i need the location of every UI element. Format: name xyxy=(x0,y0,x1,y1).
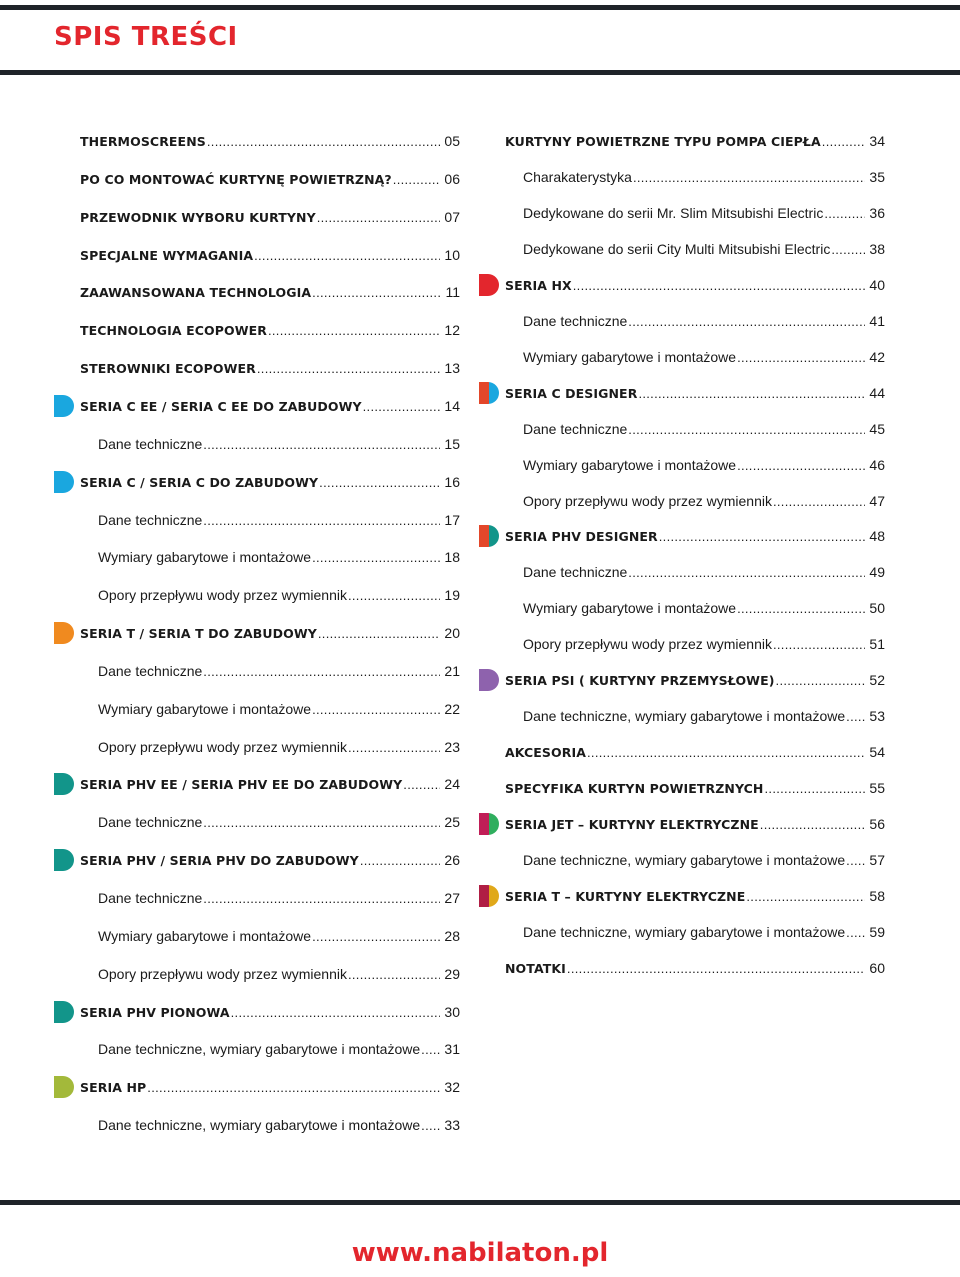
toc-page-number: 20 xyxy=(444,625,460,641)
toc-subsection-entry[interactable] xyxy=(523,705,885,727)
toc-leader-dots xyxy=(773,634,865,656)
toc-leader-dots xyxy=(633,167,865,189)
toc-leader-dots xyxy=(319,472,440,494)
toc-page-number: 58 xyxy=(869,888,885,904)
toc-leader-dots xyxy=(638,383,865,405)
section-color-marker xyxy=(479,525,499,547)
toc-page-number: 46 xyxy=(869,457,885,473)
toc-entry-label: STEROWNIKI ECOPOWER xyxy=(80,361,256,376)
toc-page-number: 26 xyxy=(444,852,460,868)
toc-page-number: 53 xyxy=(869,708,885,724)
toc-subsection-entry[interactable] xyxy=(98,546,460,568)
toc-section-entry[interactable] xyxy=(80,1076,460,1098)
toc-section-entry[interactable] xyxy=(80,849,460,871)
toc-leader-dots xyxy=(776,670,866,692)
toc-section-entry[interactable] xyxy=(505,957,885,979)
toc-page-number: 14 xyxy=(444,398,460,414)
toc-leader-dots xyxy=(203,661,440,683)
toc-page-number: 21 xyxy=(444,663,460,679)
toc-entry-label: Dane techniczne xyxy=(98,890,203,906)
toc-page-number: 05 xyxy=(444,133,460,149)
top-rule xyxy=(0,5,960,10)
toc-leader-dots xyxy=(312,699,440,721)
toc-page-number: 16 xyxy=(444,474,460,490)
section-color-marker xyxy=(479,274,499,296)
toc-section-entry[interactable] xyxy=(505,777,885,799)
toc-entry-label: PO CO MONTOWAĆ KURTYNĘ POWIETRZNĄ? xyxy=(80,172,392,187)
toc-leader-dots xyxy=(231,1002,441,1024)
toc-subsection-entry[interactable] xyxy=(523,633,885,655)
toc-page-number: 29 xyxy=(444,966,460,982)
toc-page-number: 56 xyxy=(869,816,885,832)
toc-section-entry[interactable] xyxy=(80,1001,460,1023)
toc-leader-dots xyxy=(207,131,441,153)
toc-page-number: 24 xyxy=(444,776,460,792)
toc-page-number: 40 xyxy=(869,277,885,293)
toc-page-number: 15 xyxy=(444,436,460,452)
toc-page-number: 38 xyxy=(869,241,885,257)
toc-subsection-entry[interactable] xyxy=(523,454,885,476)
toc-subsection-entry[interactable] xyxy=(98,433,460,455)
toc-entry-label: Dane techniczne, wymiary gabarytowe i montażowe xyxy=(523,924,846,940)
toc-entry-label: Dane techniczne xyxy=(98,436,203,452)
toc-entry-label: PRZEWODNIK WYBORU KURTYNY xyxy=(80,210,316,225)
toc-page-number: 33 xyxy=(444,1117,460,1133)
toc-entry-label: SERIA PHV PIONOWA xyxy=(80,1005,230,1020)
toc-page-number: 59 xyxy=(869,924,885,940)
toc-leader-dots xyxy=(831,239,865,261)
toc-leader-dots xyxy=(628,419,865,441)
toc-leader-dots xyxy=(257,358,441,380)
toc-entry-label: SERIA C / SERIA C DO ZABUDOWY xyxy=(80,475,319,490)
section-color-marker xyxy=(54,1076,74,1098)
toc-page-number: 18 xyxy=(444,549,460,565)
section-color-marker xyxy=(54,471,74,493)
toc-section-entry[interactable] xyxy=(505,382,885,404)
toc-page-number: 25 xyxy=(444,814,460,830)
toc-entry-label: SERIA HX xyxy=(505,278,572,293)
toc-page-number: 12 xyxy=(444,322,460,338)
toc-page-number: 13 xyxy=(444,360,460,376)
toc-leader-dots xyxy=(628,311,865,333)
toc-entry-label: Charakaterystyka xyxy=(523,169,632,185)
toc-page-number: 10 xyxy=(444,247,460,263)
bottom-rule xyxy=(0,1200,960,1205)
section-color-marker xyxy=(54,849,74,871)
toc-leader-dots xyxy=(393,169,441,191)
toc-subsection-entry[interactable] xyxy=(98,925,460,947)
toc-section-entry[interactable] xyxy=(505,885,885,907)
title-rule xyxy=(0,70,960,75)
toc-section-entry[interactable] xyxy=(80,168,460,190)
toc-entry-label: Opory przepływu wody przez wymiennik xyxy=(523,493,772,509)
toc-entry-label: SERIA PSI ( KURTYNY PRZEMYSŁOWE) xyxy=(505,673,775,688)
toc-entry-label: AKCESORIA xyxy=(505,745,586,760)
toc-page-number: 42 xyxy=(869,349,885,365)
toc-page-number: 50 xyxy=(869,600,885,616)
toc-leader-dots xyxy=(403,774,440,796)
toc-subsection-entry[interactable] xyxy=(98,887,460,909)
toc-subsection-entry[interactable] xyxy=(98,1114,460,1136)
toc-section-entry[interactable] xyxy=(505,525,885,547)
toc-leader-dots xyxy=(587,742,865,764)
section-color-marker xyxy=(54,1001,74,1023)
toc-entry-label: Dane techniczne xyxy=(98,663,203,679)
toc-page-number: 47 xyxy=(869,493,885,509)
toc-leader-dots xyxy=(421,1039,440,1061)
toc-page-number: 17 xyxy=(444,512,460,528)
toc-entry-label: Opory przepływu wody przez wymiennik xyxy=(98,587,347,603)
toc-section-entry[interactable] xyxy=(505,741,885,763)
toc-leader-dots xyxy=(317,207,441,229)
toc-entry-label: SERIA C DESIGNER xyxy=(505,386,638,401)
toc-leader-dots xyxy=(846,850,865,872)
toc-entry-label: SERIA PHV / SERIA PHV DO ZABUDOWY xyxy=(80,853,359,868)
toc-entry-label: Wymiary gabarytowe i montażowe xyxy=(98,701,312,717)
toc-page-number: 31 xyxy=(444,1041,460,1057)
toc-page-number: 36 xyxy=(869,205,885,221)
toc-entry-label: Dane techniczne, wymiary gabarytowe i montażowe xyxy=(98,1041,421,1057)
page-title: SPIS TREŚCI xyxy=(54,22,238,52)
toc-leader-dots xyxy=(312,282,441,304)
toc-entry-label: SERIA HP xyxy=(80,1080,147,1095)
toc-entry-label: Dane techniczne xyxy=(523,564,628,580)
toc-subsection-entry[interactable] xyxy=(523,310,885,332)
toc-entry-label: Wymiary gabarytowe i montażowe xyxy=(523,600,737,616)
toc-leader-dots xyxy=(360,850,441,872)
toc-page-number: 22 xyxy=(444,701,460,717)
toc-page-number: 60 xyxy=(869,960,885,976)
toc-subsection-entry[interactable] xyxy=(523,849,885,871)
toc-entry-label: SPECJALNE WYMAGANIA xyxy=(80,248,254,263)
toc-entry-label: Opory przepływu wody przez wymiennik xyxy=(98,966,347,982)
toc-section-entry[interactable] xyxy=(505,130,885,152)
toc-leader-dots xyxy=(659,526,866,548)
toc-leader-dots xyxy=(348,964,440,986)
section-color-marker xyxy=(54,395,74,417)
toc-section-entry[interactable] xyxy=(80,281,460,303)
toc-subsection-entry[interactable] xyxy=(523,490,885,512)
toc-subsection-entry[interactable] xyxy=(98,509,460,531)
toc-leader-dots xyxy=(773,491,865,513)
toc-leader-dots xyxy=(203,888,440,910)
toc-section-entry[interactable] xyxy=(80,773,460,795)
toc-page-number: 35 xyxy=(869,169,885,185)
toc-leader-dots xyxy=(203,812,440,834)
toc-page-number: 48 xyxy=(869,528,885,544)
toc-leader-dots xyxy=(147,1077,440,1099)
toc-section-entry[interactable] xyxy=(505,813,885,835)
toc-subsection-entry[interactable] xyxy=(523,418,885,440)
toc-leader-dots xyxy=(573,275,866,297)
toc-page-number: 32 xyxy=(444,1079,460,1095)
toc-leader-dots xyxy=(312,547,440,569)
toc-entry-label: Dane techniczne, wymiary gabarytowe i montażowe xyxy=(523,852,846,868)
toc-entry-label: Wymiary gabarytowe i montażowe xyxy=(98,549,312,565)
toc-entry-label: Opory przepływu wody przez wymiennik xyxy=(523,636,772,652)
toc-subsection-entry[interactable] xyxy=(523,166,885,188)
section-color-marker xyxy=(479,885,499,907)
toc-entry-label: SPECYFIKA KURTYN POWIETRZNYCH xyxy=(505,781,764,796)
toc-leader-dots xyxy=(737,347,865,369)
toc-subsection-entry[interactable] xyxy=(523,597,885,619)
toc-entry-label: ZAAWANSOWANA TECHNOLOGIA xyxy=(80,285,312,300)
toc-section-entry[interactable] xyxy=(80,206,460,228)
toc-entry-label: Dane techniczne xyxy=(523,421,628,437)
toc-entry-label: Dedykowane do serii City Multi Mitsubishi Electric xyxy=(523,241,831,257)
toc-section-entry[interactable] xyxy=(80,395,460,417)
toc-page-number: 57 xyxy=(869,852,885,868)
toc-entry-label: TECHNOLOGIA ECOPOWER xyxy=(80,323,267,338)
toc-page-number: 55 xyxy=(869,780,885,796)
toc-leader-dots xyxy=(268,320,440,342)
toc-leader-dots xyxy=(846,922,865,944)
toc-entry-label: SERIA C EE / SERIA C EE DO ZABUDOWY xyxy=(80,399,362,414)
toc-page-number: 30 xyxy=(444,1004,460,1020)
toc-subsection-entry[interactable] xyxy=(98,660,460,682)
toc-section-entry[interactable] xyxy=(505,274,885,296)
toc-subsection-entry[interactable] xyxy=(98,584,460,606)
toc-subsection-entry[interactable] xyxy=(523,238,885,260)
toc-page-number: 11 xyxy=(445,284,460,300)
toc-page-number: 49 xyxy=(869,564,885,580)
toc-page-number: 45 xyxy=(869,421,885,437)
toc-leader-dots xyxy=(846,706,865,728)
toc-page-number: 51 xyxy=(869,636,885,652)
toc-leader-dots xyxy=(203,434,440,456)
toc-page-number: 27 xyxy=(444,890,460,906)
toc-entry-label: SERIA T / SERIA T DO ZABUDOWY xyxy=(80,626,317,641)
toc-page-number: 52 xyxy=(869,672,885,688)
toc-leader-dots xyxy=(318,623,441,645)
section-color-marker xyxy=(479,813,499,835)
toc-entry-label: Dane techniczne xyxy=(98,814,203,830)
toc-entry-label: Dane techniczne xyxy=(98,512,203,528)
toc-entry-label: Wymiary gabarytowe i montażowe xyxy=(523,457,737,473)
toc-leader-dots xyxy=(746,886,865,908)
toc-leader-dots xyxy=(203,510,440,532)
toc-leader-dots xyxy=(312,926,440,948)
toc-entry-label: SERIA T – KURTYNY ELEKTRYCZNE xyxy=(505,889,746,904)
toc-section-entry[interactable] xyxy=(80,319,460,341)
toc-page-number: 34 xyxy=(869,133,885,149)
toc-subsection-entry[interactable] xyxy=(98,736,460,758)
toc-subsection-entry[interactable] xyxy=(98,963,460,985)
toc-page-number: 41 xyxy=(869,313,885,329)
toc-subsection-entry[interactable] xyxy=(98,811,460,833)
toc-entry-label: Wymiary gabarytowe i montażowe xyxy=(98,928,312,944)
toc-page-number: 54 xyxy=(869,744,885,760)
footer-url[interactable]: www.nabilaton.pl xyxy=(351,1238,609,1268)
toc-subsection-entry[interactable] xyxy=(523,346,885,368)
toc-leader-dots xyxy=(421,1115,440,1137)
toc-entry-label: Dane techniczne xyxy=(523,313,628,329)
toc-section-entry[interactable] xyxy=(80,244,460,266)
toc-section-entry[interactable] xyxy=(80,357,460,379)
toc-leader-dots xyxy=(254,245,440,267)
toc-page-number: 06 xyxy=(444,171,460,187)
toc-leader-dots xyxy=(567,958,866,980)
toc-section-entry[interactable] xyxy=(80,622,460,644)
toc-leader-dots xyxy=(348,585,440,607)
toc-subsection-entry[interactable] xyxy=(98,698,460,720)
toc-page-number: 23 xyxy=(444,739,460,755)
toc-subsection-entry[interactable] xyxy=(523,561,885,583)
toc-section-entry[interactable] xyxy=(80,471,460,493)
toc-entry-label: Dane techniczne, wymiary gabarytowe i montażowe xyxy=(523,708,846,724)
toc-page-number: 28 xyxy=(444,928,460,944)
toc-leader-dots xyxy=(824,203,865,225)
section-color-marker xyxy=(479,669,499,691)
toc-page-number: 19 xyxy=(444,587,460,603)
toc-page-number: 44 xyxy=(869,385,885,401)
toc-entry-label: SERIA JET – KURTYNY ELEKTRYCZNE xyxy=(505,817,759,832)
toc-leader-dots xyxy=(363,396,441,418)
toc-leader-dots xyxy=(737,455,865,477)
toc-entry-label: Dedykowane do serii Mr. Slim Mitsubishi Electric xyxy=(523,205,824,221)
section-color-marker xyxy=(479,382,499,404)
toc-subsection-entry[interactable] xyxy=(98,1038,460,1060)
toc-entry-label: Dane techniczne, wymiary gabarytowe i montażowe xyxy=(98,1117,421,1133)
toc-leader-dots xyxy=(348,737,440,759)
section-color-marker xyxy=(54,622,74,644)
toc-entry-label: SERIA PHV DESIGNER xyxy=(505,529,658,544)
toc-subsection-entry[interactable] xyxy=(523,202,885,224)
toc-entry-label: THERMOSCREENS xyxy=(80,134,206,149)
toc-leader-dots xyxy=(822,131,866,153)
toc-leader-dots xyxy=(760,814,866,836)
toc-section-entry[interactable] xyxy=(505,669,885,691)
toc-leader-dots xyxy=(628,562,865,584)
toc-entry-label: NOTATKI xyxy=(505,961,566,976)
toc-entry-label: SERIA PHV EE / SERIA PHV EE DO ZABUDOWY xyxy=(80,777,403,792)
toc-section-entry[interactable] xyxy=(80,130,460,152)
toc-subsection-entry[interactable] xyxy=(523,921,885,943)
toc-entry-label: Opory przepływu wody przez wymiennik xyxy=(98,739,347,755)
toc-leader-dots xyxy=(765,778,866,800)
toc-page-number: 07 xyxy=(444,209,460,225)
toc-entry-label: Wymiary gabarytowe i montażowe xyxy=(523,349,737,365)
toc-leader-dots xyxy=(737,598,865,620)
toc-entry-label: KURTYNY POWIETRZNE TYPU POMPA CIEPŁA xyxy=(505,134,821,149)
section-color-marker xyxy=(54,773,74,795)
